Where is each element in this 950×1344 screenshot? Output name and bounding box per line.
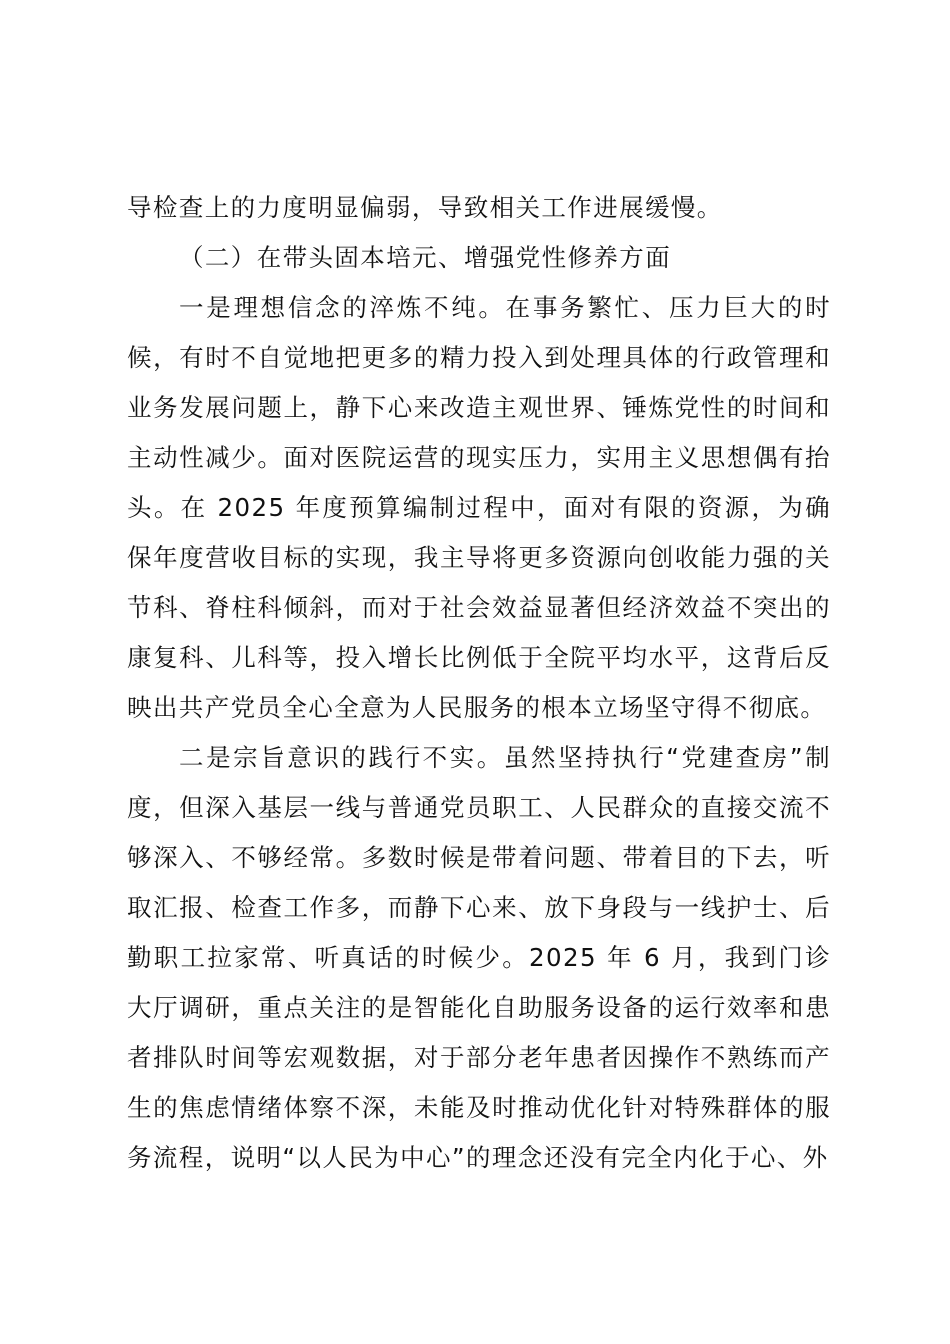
document-page bbox=[127, 183, 831, 1183]
paragraph-purpose-awareness: 二是宗旨意识的践行不实。虽然坚持执行“党建查房”制度，但深入基层一线与普通党员职工、人民群众的直接交流不够深入、不够经常。多数时候是带着问题、带着目的下去，听取汇报、检查工作多，而静下心来、放下身段与一线护士、后勤职工拉家常、听真话的时候少。2025 年 6 月，我到门诊大厅调研，重点关注的是智能化自助服务设备的运行效率和患者排队时间等宏观数据，对于部分老年患者因操作不熟练而产生的焦虑情绪体察不深，未能及时推动优化针对特殊群体的服务流程，说明“以人民为中心”的理念还没有完全内化于心、外 bbox=[127, 743, 831, 1172]
section-subheading: （二）在带头固本培元、增强党性修养方面 bbox=[179, 243, 672, 272]
paragraph-continuation: 导检查上的力度明显偏弱，导致相关工作进展缓慢。 bbox=[127, 193, 723, 222]
paragraph-ideals-belief: 一是理想信念的淬炼不纯。在事务繁忙、压力巨大的时候，有时不自觉地把更多的精力投入到处理具体的行政管理和业务发展问题上，静下心来改造主观世界、锤炼党性的时间和主动性减少。面对医院运营的现实压力，实用主义思想偶有抬头。在 2025 年度预算编制过程中，面对有限的资源，为确保年度营收目标的实现，我主导将更多资源向创收能力强的关节科、脊柱科倾斜，而对于社会效益显著但经济效益不突出的康复科、儿科等，投入增长比例低于全院平均水平，这背后反映出共产党员全心全意为人民服务的根本立场坚守得不彻底。 bbox=[127, 293, 831, 722]
